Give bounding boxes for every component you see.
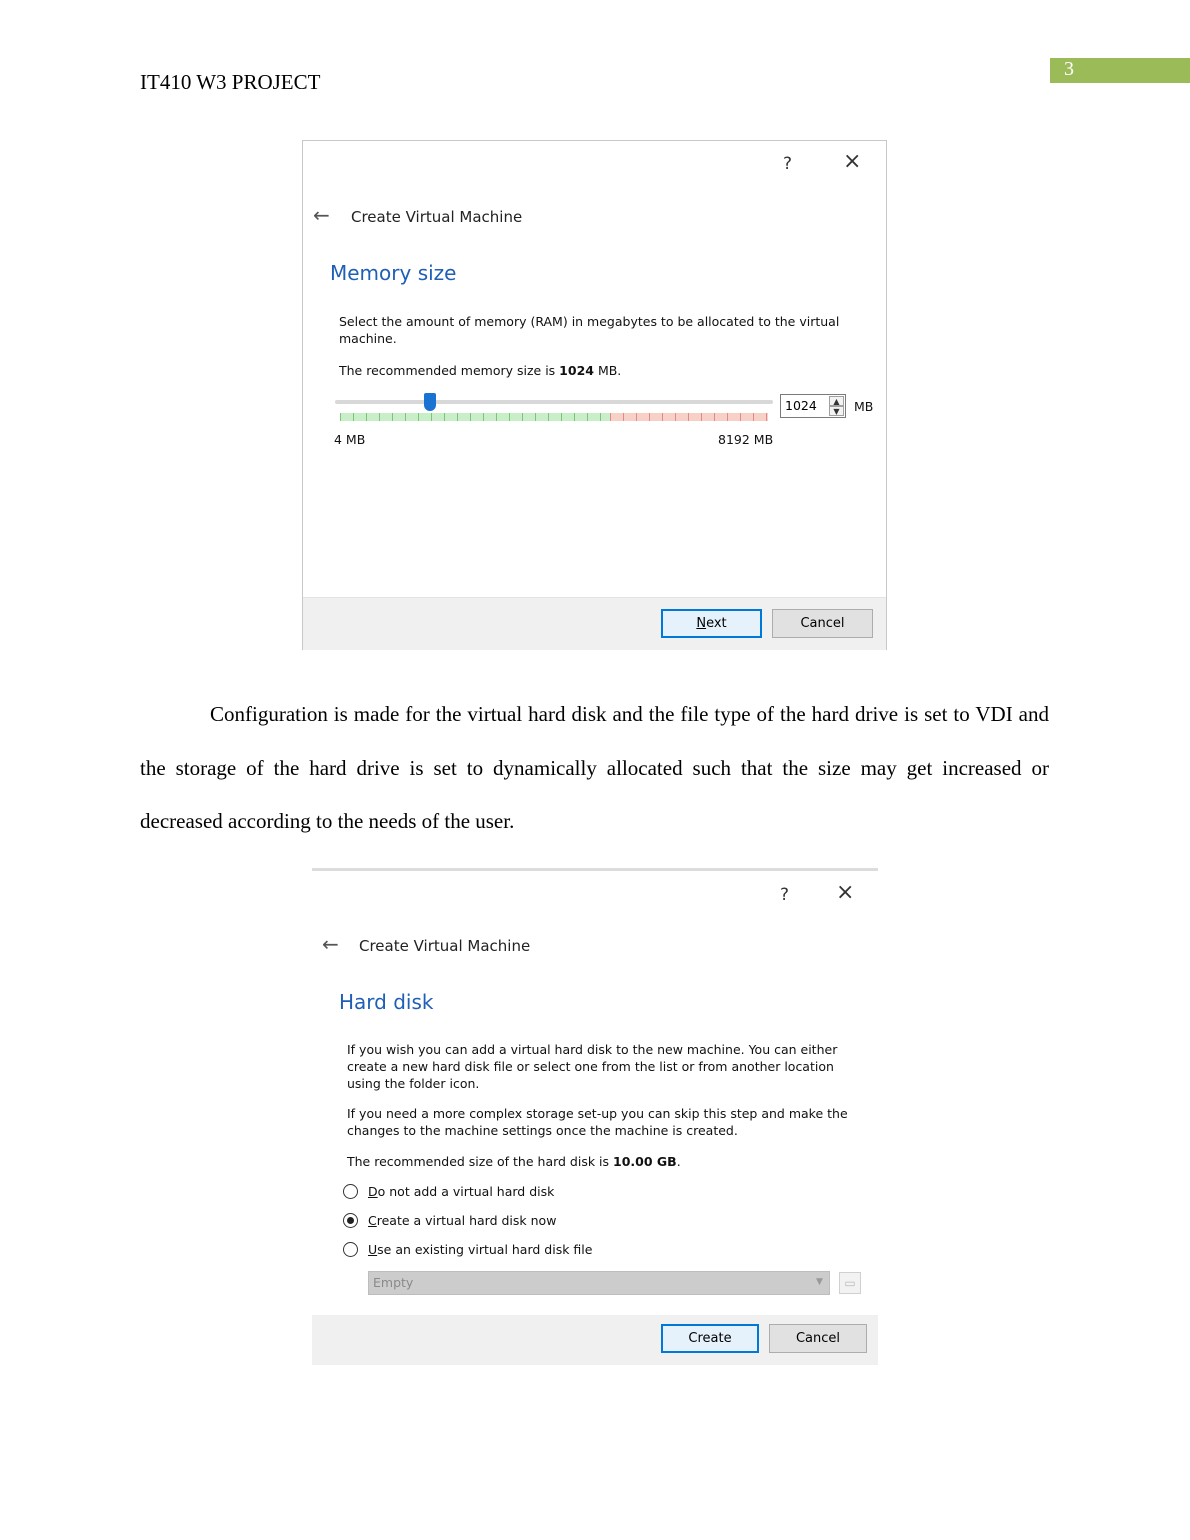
slider-min-label: 4 MB xyxy=(334,432,366,447)
dialog-title: Create Virtual Machine xyxy=(351,208,523,226)
page-heading: Hard disk xyxy=(339,990,434,1014)
existing-disk-combobox[interactable] xyxy=(368,1271,830,1295)
radio-label: Create a virtual hard disk now xyxy=(368,1213,557,1228)
dialog-footer xyxy=(312,1315,878,1365)
chevron-down-icon: ▼ xyxy=(816,1277,823,1287)
radio-label: Do not add a virtual hard disk xyxy=(368,1184,555,1199)
back-arrow-icon[interactable]: ← xyxy=(322,932,339,956)
memory-size-dialog-screenshot xyxy=(302,140,887,650)
next-button[interactable]: Next xyxy=(661,609,762,638)
slider-unsafe-range xyxy=(610,413,768,421)
body-paragraph: Configuration is made for the virtual hard disk and the file type of the hard drive is set to VDI and the storage of the hard drive is set to dynamically allocated such that the size may get increased or decreased according to the needs of the user. xyxy=(140,702,1049,833)
memory-unit: MB xyxy=(854,399,874,414)
storage-setup-description: If you need a more complex storage set-up you can skip this step and make the changes to the machine settings once the machine is created. xyxy=(347,1106,848,1138)
page-number: 3 xyxy=(1064,58,1074,80)
recommended-memory-text: The recommended memory size is 1024 MB. xyxy=(339,363,622,378)
create-button[interactable]: Create xyxy=(661,1324,759,1353)
slider-track[interactable] xyxy=(335,400,773,404)
slider-max-label: 8192 MB xyxy=(718,432,774,447)
dialog-footer xyxy=(303,597,886,650)
memory-spinbox-value: 1024 xyxy=(785,398,817,413)
document-header-title: IT410 W3 PROJECT xyxy=(140,70,321,94)
back-arrow-icon[interactable]: ← xyxy=(313,203,330,227)
spin-up-icon[interactable]: ▲ xyxy=(829,396,844,406)
slider-thumb[interactable] xyxy=(424,393,436,411)
help-icon[interactable]: ? xyxy=(780,885,790,905)
radio-button[interactable] xyxy=(343,1242,358,1257)
cancel-button[interactable]: Cancel xyxy=(772,609,873,638)
hard-disk-dialog-screenshot xyxy=(312,868,878,1366)
folder-icon[interactable]: ▭ xyxy=(839,1272,861,1294)
close-icon[interactable]: × xyxy=(843,149,862,174)
combobox-value: Empty xyxy=(373,1275,414,1290)
spin-down-icon[interactable]: ▼ xyxy=(829,406,844,416)
dialog-title: Create Virtual Machine xyxy=(359,937,531,955)
radio-label: Use an existing virtual hard disk file xyxy=(368,1242,593,1257)
radio-button-selected[interactable] xyxy=(343,1213,358,1228)
help-icon[interactable]: ? xyxy=(783,154,793,174)
recommended-disk-text: The recommended size of the hard disk is 10.00 GB. xyxy=(347,1154,681,1169)
close-icon[interactable]: × xyxy=(836,880,855,905)
page-heading: Memory size xyxy=(330,261,457,285)
slider-safe-range xyxy=(340,413,610,421)
radio-button[interactable] xyxy=(343,1184,358,1199)
memory-description: Select the amount of memory (RAM) in megabytes to be allocated to the virtual machine. xyxy=(339,314,840,346)
hard-disk-description: If you wish you can add a virtual hard disk to the new machine. You can either create a new hard disk file or select one from the list or from another location using the folder icon. xyxy=(347,1042,838,1091)
cancel-button[interactable]: Cancel xyxy=(769,1324,867,1353)
